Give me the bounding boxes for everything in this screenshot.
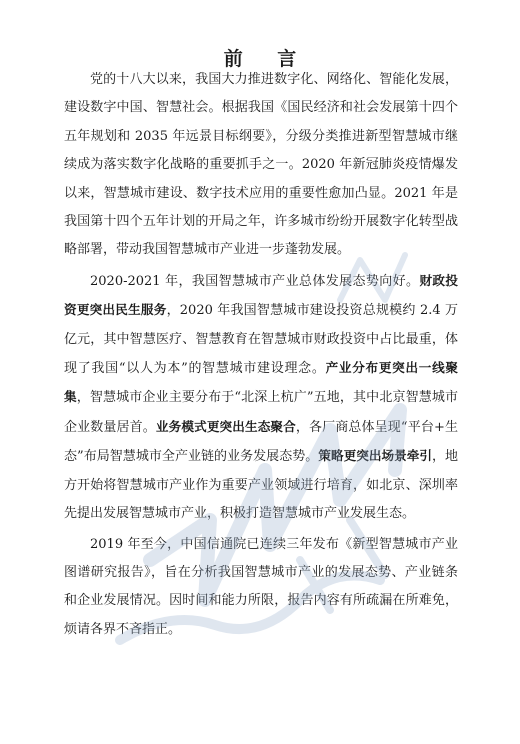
paragraph-text: 2019 年至今，中国信通院已连续三年发布《新型智慧城市产业图谱研究报告》，旨在分析我国智慧城市产业的发展态势、产业链条和企业发展情况。因时间和能力所限，报告内容有所疏漏在所难免，烦请各界不吝指正。 <box>64 536 458 637</box>
paragraph-text: ，各厂商总体呈现“平台+生态”布局智慧城市全产业链的业务发展态势。 <box>64 419 458 465</box>
paragraph-text: 党的十八大以来，我国大力推进数字化、网络化、智能化发展，建设数字中国、智慧社会。根据我国《国民经济和社会发展第十四个五年规划和 2035 年远景目标纲要》，分级分类推进新型智慧城市继续成为落实数字化战略的重要抓手之一。2020 年新冠肺炎疫情爆发以来，智慧城市建设、数字技术应用的重要性愈加凸显。2021 年是我国第十四个五年计划的开局之年，许多城市纷纷开展数字化转型战略部署，带动我国智慧城市产业进一步蓬勃发展。 <box>64 72 458 258</box>
paragraph-text: ，2020 年我国智慧城市建设投资总规模约 2.4 万亿元，其中智慧医疗、智慧教育在智慧城市财政投资中占比最重，体现了我国“以人为本”的智慧城市建设理念。 <box>64 303 459 377</box>
paragraph-text: ，智慧城市企业主要分布于“北深上杭广”五地，其中北京智慧城市企业数量居首。 <box>64 390 458 435</box>
paragraph-text: ，地方开始将智慧城市产业作为重要产业领域进行培育，如北京、深圳率先提出发展智慧城市产业，积极打造智慧城市产业发展生态。 <box>64 449 458 522</box>
bold-phrase: 策略更突出场景牵引 <box>318 448 432 464</box>
paragraph-2 <box>64 267 458 529</box>
bold-phrase: 财政投资更突出民生服务 <box>64 272 458 318</box>
paragraph-3 <box>64 531 458 645</box>
bold-phrase: 业务模式更突出生态聚合 <box>155 418 296 434</box>
body-text <box>64 66 458 646</box>
paragraph-1 <box>64 66 458 265</box>
paragraph-text: 2020-2021 年，我国智慧城市产业总体发展态势向好。 <box>90 273 420 289</box>
bold-phrase: 产业分布更突出一线聚集 <box>64 360 459 405</box>
page-title: 前 言 <box>223 48 311 70</box>
